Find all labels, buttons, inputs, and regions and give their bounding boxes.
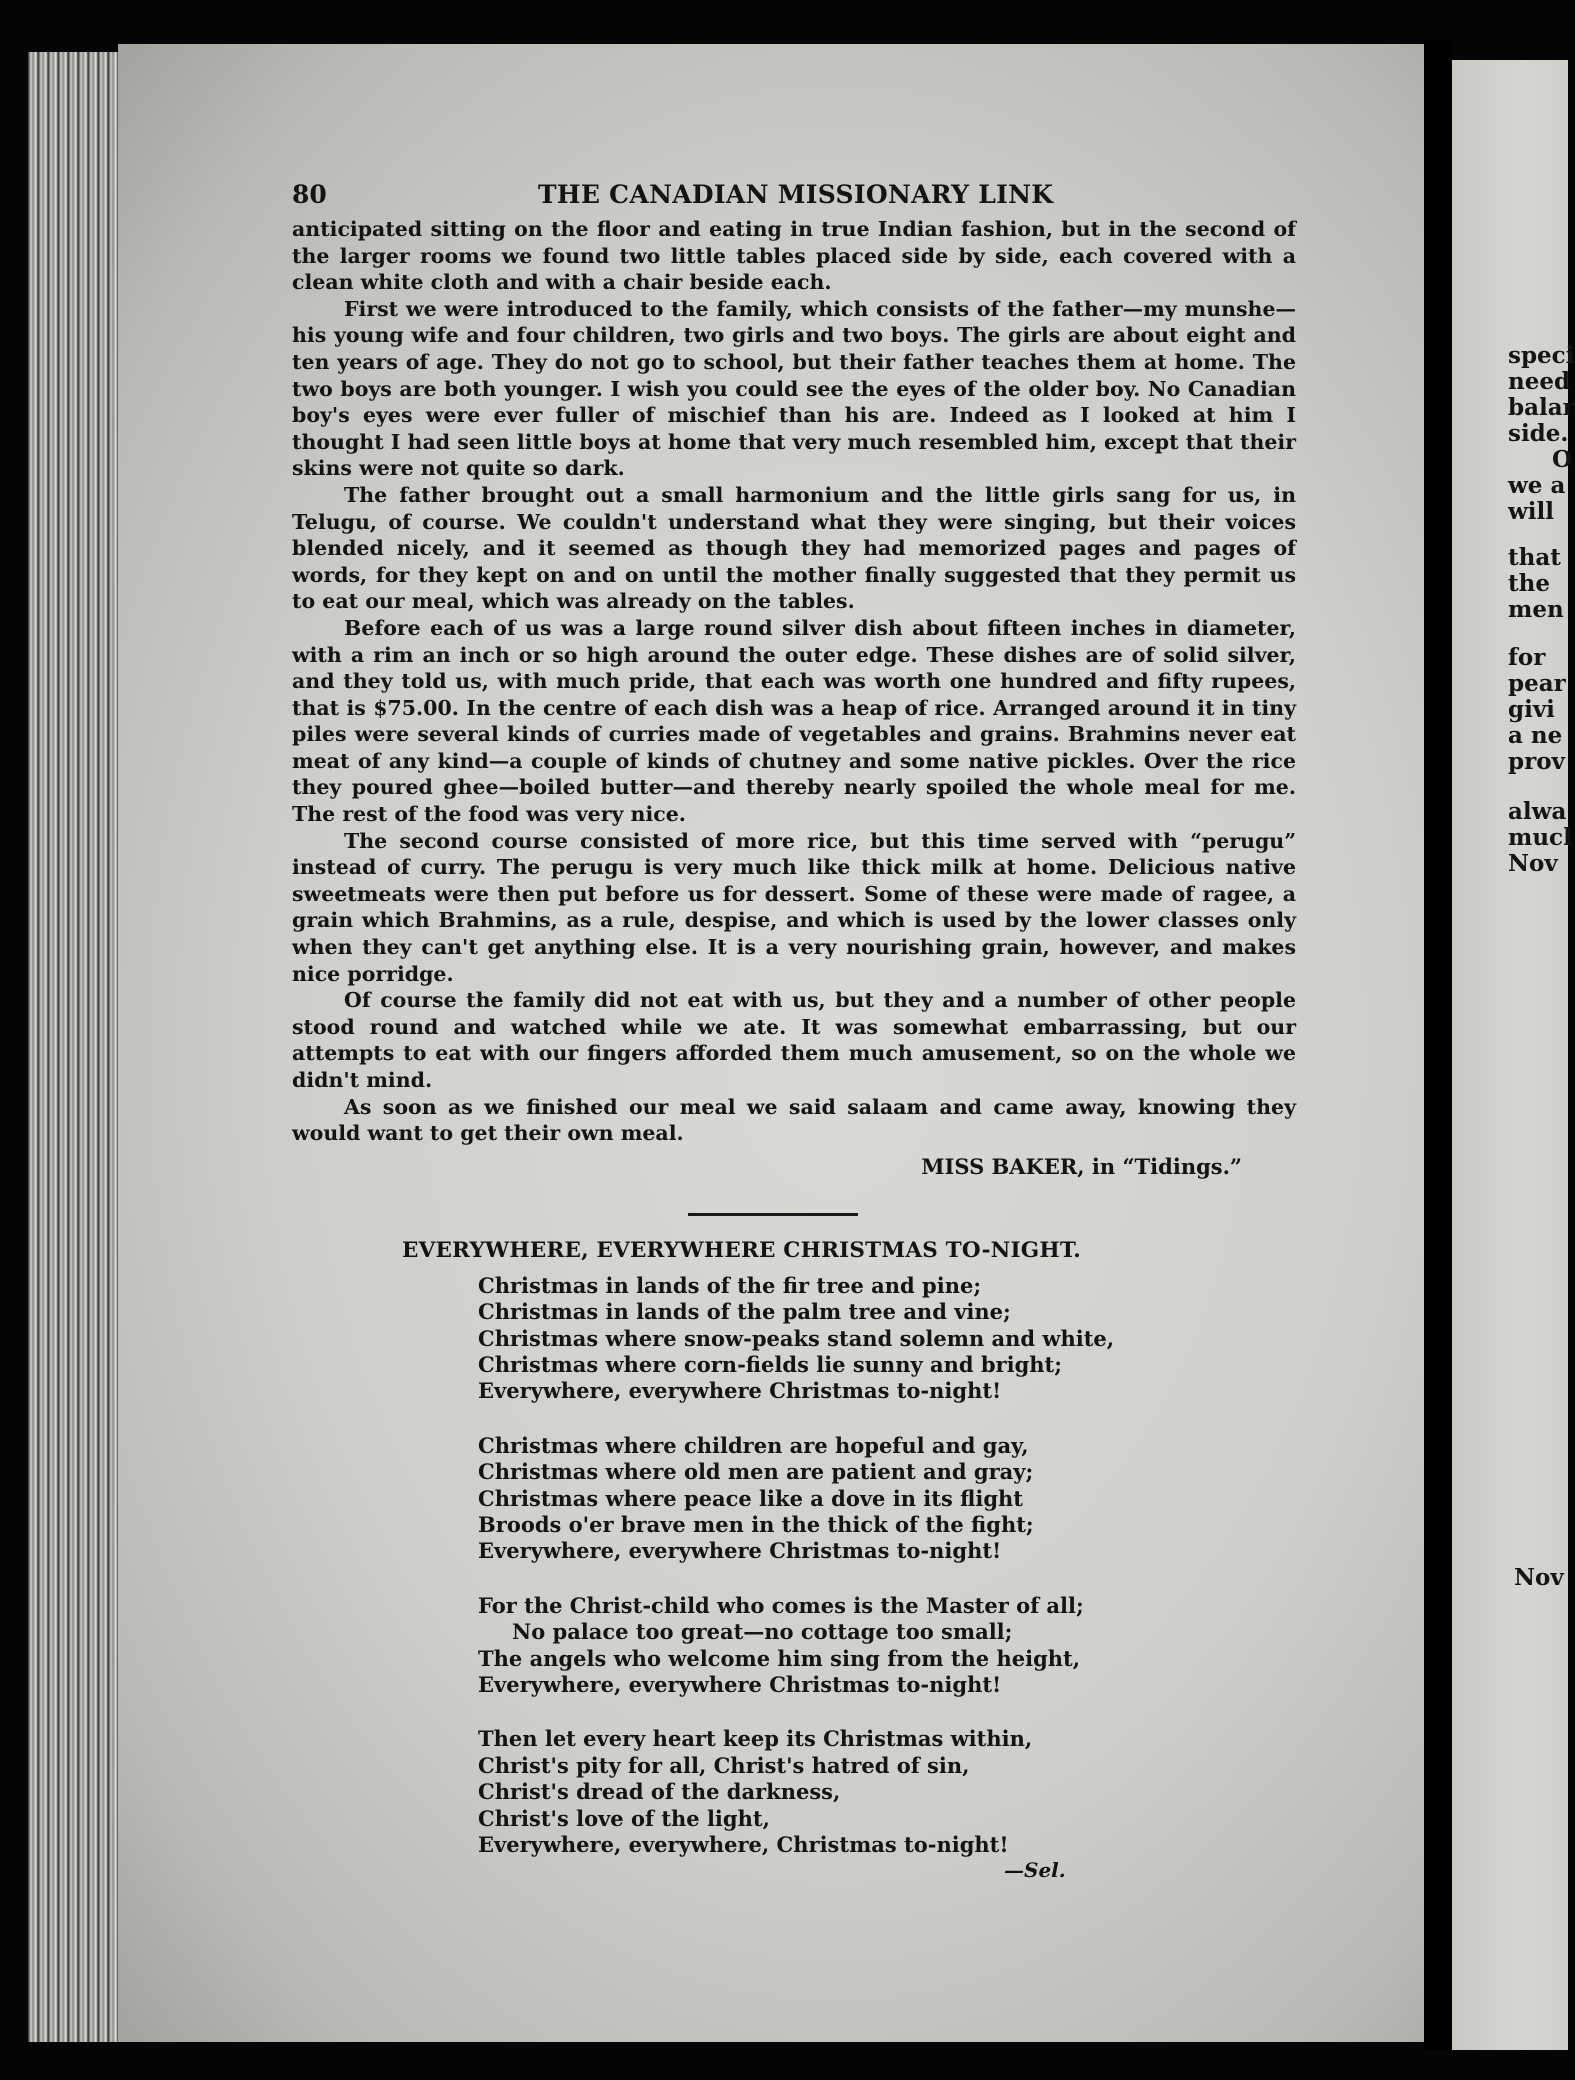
poem-line: Christmas in lands of the fir tree and pine;	[478, 1272, 982, 1298]
article-paragraph: anticipated sitting on the floor and eating in true Indian fashion, but in the second of the larger rooms we found two little tables placed side by side, each covered with a clean white cloth and with a chair beside each.	[292, 217, 1296, 295]
poem-credit: —Sel.	[1004, 1857, 1066, 1882]
right-page-fragment: a ne	[1508, 722, 1563, 749]
poem-line: Broods o'er brave men in the thick of the fight;	[478, 1512, 1034, 1538]
poem-stanza	[478, 1726, 1296, 1858]
right-page-fragment: men	[1508, 596, 1564, 623]
right-page-fragment: balar	[1508, 394, 1575, 421]
right-page-fragment: side.	[1508, 420, 1569, 447]
right-page-fragment: that	[1508, 544, 1561, 571]
right-page-fragment: we a	[1508, 472, 1566, 499]
poem-stanza	[478, 1593, 1296, 1699]
article-signature: MISS BAKER, in “Tidings.”	[921, 1153, 1242, 1179]
right-page-fragment: the	[1508, 570, 1550, 597]
right-page-fragment: need	[1508, 368, 1571, 395]
right-page-fragment: pear	[1508, 670, 1566, 697]
poem-line: Christ's dread of the darkness,	[478, 1779, 841, 1805]
poem-line: For the Christ-child who comes is the Master of all;	[478, 1592, 1084, 1618]
poem-line: No palace too great—no cottage too small;	[512, 1619, 1013, 1645]
right-page-fragment: givi	[1508, 696, 1555, 723]
page-number: 80	[292, 180, 327, 209]
section-divider	[688, 1213, 858, 1216]
article-paragraph: First we were introduced to the family, which consists of the father—my munshe—his young wife and four children, two girls and two boys. The girls are about eight and ten years of age. They do not go to school, but their father teaches them at home. The two boys are both younger. I wish you could see the eyes of the older boy. No Canadian boy's eyes were ever fuller of mischief than his are. Indeed as I looked at him I thought I had seen little boys at home that very much resembled him, except that their skins were not quite so dark.	[292, 296, 1296, 481]
poem-line: Christmas in lands of the palm tree and vine;	[478, 1299, 1011, 1325]
poem-stanza	[478, 1433, 1296, 1565]
poem-line: Everywhere, everywhere Christmas to-night!	[478, 1538, 1002, 1564]
article-paragraph: Of course the family did not eat with us, but they and a number of other people stood round and watched while we ate. It was somewhat embarrassing, but our attempts to eat with our fingers afforded them much amusement, so on the whole we didn't mind.	[292, 988, 1296, 1092]
right-page-fragment: prov	[1508, 748, 1565, 775]
poem-title: EVERYWHERE, EVERYWHERE CHRISTMAS TO-NIGHT.	[402, 1237, 1081, 1263]
article-paragraph: The second course consisted of more rice, but this time served with “perugu” instead of curry. The perugu is very much like thick milk at home. Delicious native sweetmeats were then put before us for dessert. Some of these were made of ragee, a grain which Brahmins, as a rule, despise, and which is used by the lower classes only when they can't get anything else. It is a very nourishing grain, however, and makes nice porridge.	[292, 828, 1296, 986]
right-page-fragment: speci	[1508, 342, 1575, 369]
poem-line: Christ's pity for all, Christ's hatred of sin,	[478, 1752, 970, 1778]
right-page-fragment: mucl	[1508, 824, 1572, 851]
right-page-fragment: alwa	[1508, 798, 1567, 825]
poem-line: Everywhere, everywhere Christmas to-night!	[478, 1378, 1002, 1404]
book-gutter	[1424, 40, 1452, 2050]
journal-title: THE CANADIAN MISSIONARY LINK	[538, 180, 1054, 209]
poem-line: Everywhere, everywhere Christmas to-night!	[478, 1672, 1002, 1698]
poem-line: Christmas where peace like a dove in its flight	[478, 1485, 1023, 1511]
poem-line: Christmas where old men are patient and gray;	[478, 1459, 1034, 1485]
right-page-edge	[1452, 60, 1575, 2050]
right-page-fragment: for	[1508, 644, 1546, 671]
article-paragraph: The father brought out a small harmonium and the little girls sang for us, in Telugu, of course. We couldn't understand what they were singing, but their voices blended nicely, and it seemed as though they had memorized pages and pages of words, for they kept on and on until the mother finally suggested that they permit us to eat our meal, which was already on the tables.	[292, 482, 1296, 614]
poem-line: Christmas where corn-fields lie sunny and bright;	[478, 1352, 1062, 1377]
right-page-fragment: O	[1552, 446, 1573, 473]
article-paragraph: As soon as we finished our meal we said salaam and came away, knowing they would want to get their own meal.	[292, 1094, 1296, 1146]
poem-line: Christ's love of the light,	[478, 1805, 770, 1831]
article-paragraph: Before each of us was a large round silver dish about fifteen inches in diameter, with a rim an inch or so high around the outer edge. These dishes are of solid silver, and they told us, with much pride, that each was worth one hundred and fifty rupees, that is $75.00. In the centre of each dish was a heap of rice. Arranged around it in tiny piles were several kinds of curries made of vegetables and grains. Brahmins never eat meat of any kind—a couple of kinds of chutney and some native pickles. Over the rice they poured ghee—boiled butter—and thereby nearly spoiled the whole meal for me. The rest of the food was very nice.	[292, 615, 1296, 827]
poem-line: Then let every heart keep its Christmas within,	[478, 1726, 1033, 1752]
right-page-fragment: will	[1508, 498, 1555, 525]
poem-line: Everywhere, everywhere, Christmas to-night!	[478, 1832, 1009, 1858]
page-content	[292, 170, 1296, 1881]
right-page-fragment: Nov	[1508, 850, 1558, 877]
running-head	[292, 170, 1296, 216]
right-page-fragment: Nov	[1514, 1564, 1564, 1591]
article	[292, 216, 1296, 1181]
poem-stanza	[478, 1273, 1296, 1405]
poem-line: The angels who welcome him sing from the height,	[478, 1645, 1081, 1671]
poem-line: Christmas where children are hopeful and gay,	[478, 1432, 1029, 1458]
poem-line: Christmas where snow-peaks stand solemn and white,	[478, 1325, 1115, 1351]
